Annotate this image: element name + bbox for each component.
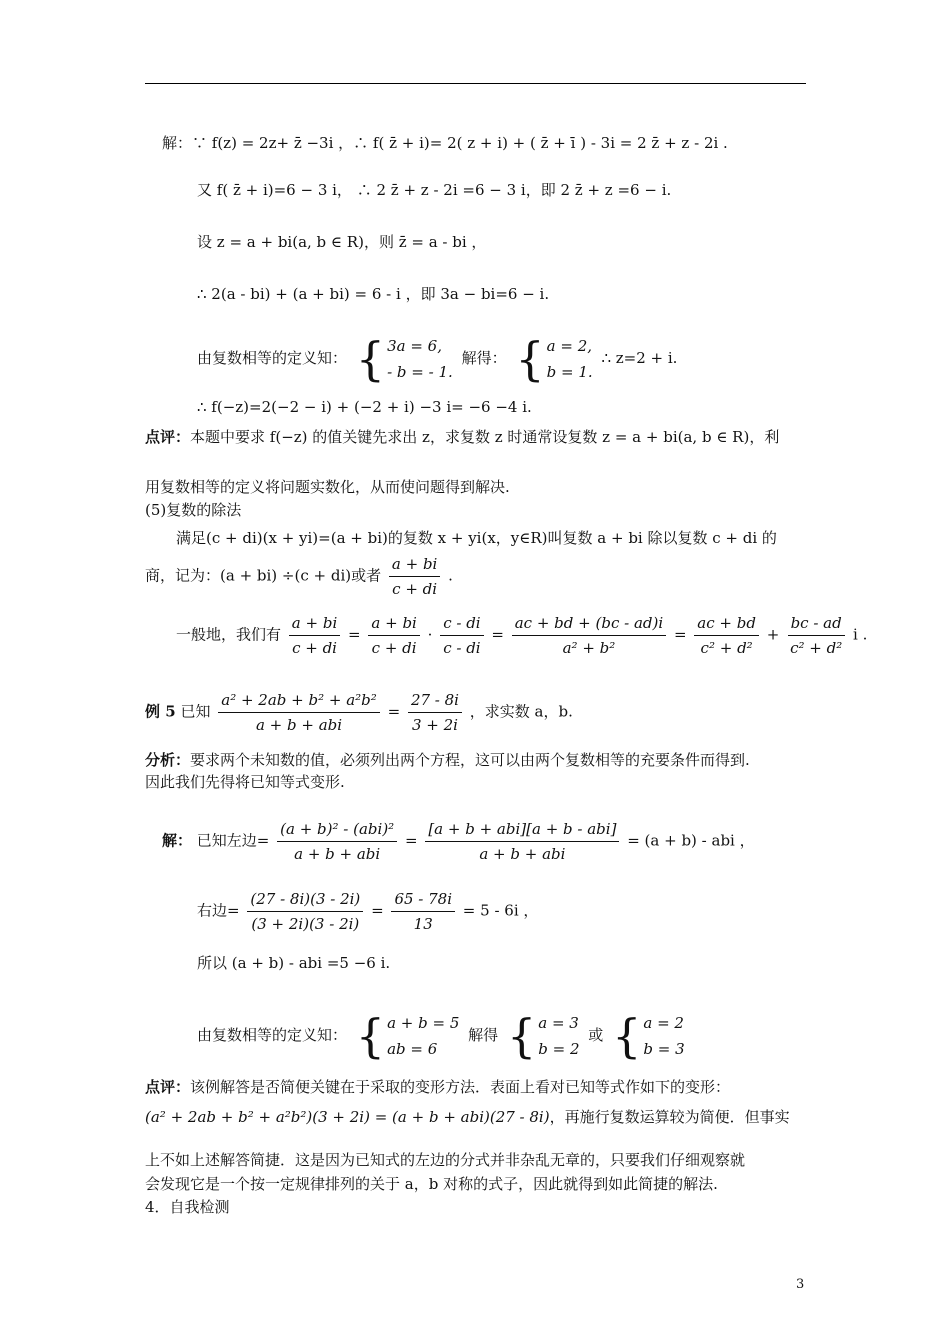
comment-label: 点评： — [145, 428, 191, 446]
brace-symbol: { — [355, 332, 386, 386]
line-text: ，再施行复数运算较为简便．但事实 — [549, 1108, 790, 1126]
numerator: c - di — [440, 612, 483, 636]
solution-system-line — [197, 1010, 689, 1062]
denominator: (3 + 2i)(3 - 2i) — [251, 915, 360, 933]
numerator: 27 - 8i — [408, 689, 462, 713]
analysis-label: 分析： — [145, 751, 191, 769]
comment-paragraph-1-cont — [145, 477, 510, 497]
denominator: a² + b² — [562, 639, 616, 657]
definition-line — [176, 528, 777, 548]
numerator: a + bi — [368, 612, 419, 636]
denominator: 3 + 2i — [411, 716, 458, 734]
line-text: 本题中要求 f(−z) 的值关键先求出 z，求复数 z 时通常设复数 z = a + bi(a, b ∈ R)，利 — [190, 428, 780, 446]
line-text: 解得： — [461, 349, 507, 367]
comment-paragraph-2-cont-1 — [145, 1150, 745, 1170]
line-text: 又 f( z̄ + i)=6 − 3 i， ∴ 2 z̄ + z - 2i =6 − 3 i，即 2 z̄ + z =6 − i. — [197, 181, 672, 199]
denominator: c² + d² — [700, 639, 753, 657]
solution-line-2 — [197, 180, 671, 200]
solution-system — [515, 333, 592, 385]
definition-notation-line — [145, 553, 453, 600]
line-text: 4．自我检测 — [145, 1198, 230, 1216]
line-text: ∴ 2(a - bi) + (a + bi) = 6 - i ，即 3a − bi=6 − i. — [197, 285, 550, 303]
denominator: a + b + abi — [479, 845, 566, 863]
equation-system — [356, 1010, 460, 1062]
line-text: 右边= — [197, 901, 240, 920]
analysis-paragraph-cont — [145, 772, 345, 792]
denominator: c + di — [292, 639, 337, 657]
line-text: 商，记为：(a + bi) ÷(c + di)或者 — [145, 566, 382, 585]
example-label: 例 5 — [145, 702, 176, 721]
comment-equation-line — [145, 1107, 790, 1127]
numerator: 65 - 78i — [391, 888, 455, 912]
system-row: b = 1. — [546, 363, 593, 381]
equals-sign: = — [348, 625, 361, 644]
line-text: 满足(c + di)(x + yi)=(a + bi)的复数 x + yi(x，y∈R)叫复数 a + bi 除以复数 c + di 的 — [176, 529, 777, 547]
solution-label: 解： — [162, 831, 193, 850]
system-row: - b = - 1. — [387, 363, 453, 381]
line-text: 解得 — [468, 1026, 499, 1044]
numerator: bc - ad — [788, 612, 845, 636]
solution-left-side — [162, 818, 755, 865]
system-row: a + b = 5 — [387, 1014, 460, 1032]
fraction — [277, 818, 397, 865]
fraction — [408, 689, 462, 736]
system-row: b = 2 — [538, 1040, 580, 1058]
line-text: ，求实数 a，b. — [469, 702, 573, 721]
solution-line-1 — [162, 133, 728, 153]
denominator: c - di — [443, 639, 481, 657]
solution-line-3 — [197, 232, 486, 252]
equals-sign: = — [673, 625, 687, 644]
comment-label: 点评： — [145, 1078, 191, 1096]
fraction — [391, 888, 455, 935]
line-text: 所以 (a + b) - abi =5 −6 i. — [197, 954, 391, 972]
plus-sign: + — [766, 625, 780, 644]
solution-conclusion — [197, 953, 390, 973]
line-text: 因此我们先得将已知等式变形. — [145, 773, 345, 791]
numerator: [a + b + abi][a + b - abi] — [425, 818, 619, 842]
line-text: 已知 — [180, 702, 211, 721]
fraction — [512, 612, 666, 659]
header-rule — [145, 83, 806, 84]
solution-right-side — [197, 888, 538, 935]
example-5-line — [145, 689, 573, 736]
line-text: 要求两个未知数的值，必须列出两个方程，这可以由两个复数相等的充要条件而得到. — [190, 751, 750, 769]
system-row: a = 2, — [546, 337, 592, 355]
denominator: c + di — [392, 580, 438, 598]
denominator: c + di — [371, 639, 417, 657]
denominator: c² + d² — [790, 639, 843, 657]
line-text: i . — [853, 625, 868, 644]
system-row: b = 3 — [643, 1040, 685, 1058]
line-text: 由复数相等的定义知： — [197, 1026, 348, 1044]
fraction — [218, 689, 380, 736]
denominator: 13 — [413, 915, 433, 933]
fraction — [694, 612, 759, 659]
numerator: ac + bd — [694, 612, 759, 636]
line-text: 该例解答是否简便关键在于采取的变形方法．表面上看对已知等式作如下的变形： — [190, 1078, 731, 1096]
line-text: 或 — [588, 1026, 604, 1044]
section-heading-self-test — [145, 1197, 230, 1217]
comment-paragraph-1 — [145, 427, 779, 447]
numerator: a + bi — [289, 612, 340, 636]
brace-symbol: { — [612, 1009, 642, 1063]
solution-system-a — [507, 1010, 580, 1062]
line-text: 上不如上述解答简捷．这是因为已知式的左边的分式并非杂乱无章的，只要我们仔细观察就 — [145, 1151, 746, 1169]
multiply-dot: · — [427, 625, 433, 644]
numerator: ac + bd + (bc - ad)i — [512, 612, 666, 636]
fraction — [368, 612, 419, 659]
fraction — [440, 612, 483, 659]
brace-symbol: { — [515, 332, 545, 386]
fraction — [247, 888, 363, 935]
fraction — [289, 612, 340, 659]
comment-paragraph-2-cont-2 — [145, 1174, 718, 1194]
line-text: = 5 - 6i ， — [462, 901, 539, 920]
solution-line-6 — [197, 397, 532, 417]
line-text: 设 z = a + bi(a, b ∈ R)，则 z̄ = a - bi ， — [197, 233, 487, 251]
system-row: a = 2 — [643, 1014, 684, 1032]
line-text: 会发现它是一个按一定规律排列的关于 a，b 对称的式子，因此就得到如此简捷的解法. — [145, 1175, 718, 1193]
numerator: a + bi — [389, 553, 440, 577]
brace-symbol: { — [506, 1009, 537, 1063]
line-text: 已知左边= — [196, 831, 270, 850]
fraction — [787, 612, 845, 659]
brace-symbol: { — [355, 1009, 386, 1063]
division-formula-line — [176, 612, 867, 659]
equals-sign: = — [404, 831, 418, 850]
solution-line-4 — [197, 284, 549, 304]
line-text: 解：∵ f(z) = 2z+ z̄ −3i ，∴ f( z̄ + i)= 2( z + i) + ( z̄ + ī ) - 3i = 2 z̄ + z - 2i . — [162, 134, 728, 152]
line-text: ∴ f(−z)=2(−2 − i) + (−2 + i) −3 i= −6 −4 i. — [197, 398, 532, 416]
equals-sign: = — [387, 702, 401, 721]
solution-line-5 — [197, 333, 677, 385]
fraction — [389, 553, 440, 600]
equation: (a² + 2ab + b² + a²b²)(3 + 2i) = (a + b + abi)(27 - 8i) — [145, 1108, 550, 1126]
system-row: ab = 6 — [387, 1040, 438, 1058]
line-text: ∴ z=2 + i. — [601, 349, 678, 367]
denominator: a + b + abi — [294, 845, 381, 863]
numerator: (27 - 8i)(3 - 2i) — [247, 888, 363, 912]
line-text: . — [448, 566, 453, 585]
comment-paragraph-2 — [145, 1077, 730, 1097]
line-text: 一般地，我们有 — [176, 625, 282, 644]
equals-sign: = — [491, 625, 504, 644]
page-number: 3 — [796, 1277, 805, 1292]
numerator: a² + 2ab + b² + a²b² — [218, 689, 380, 713]
equals-sign: = — [371, 901, 384, 920]
numerator: (a + b)² - (abi)² — [277, 818, 397, 842]
line-text: (5)复数的除法 — [145, 501, 242, 519]
line-text: = (a + b) - abi ， — [627, 831, 755, 850]
section-heading-division — [145, 500, 241, 520]
denominator: a + b + abi — [255, 716, 343, 734]
solution-system-b — [612, 1010, 685, 1062]
line-text: 由复数相等的定义知： — [197, 349, 348, 367]
equation-system — [356, 333, 453, 385]
analysis-paragraph — [145, 750, 750, 770]
fraction — [425, 818, 619, 865]
system-row: 3a = 6, — [387, 337, 442, 355]
line-text: 用复数相等的定义将问题实数化，从而使问题得到解决. — [145, 478, 510, 496]
system-row: a = 3 — [538, 1014, 579, 1032]
